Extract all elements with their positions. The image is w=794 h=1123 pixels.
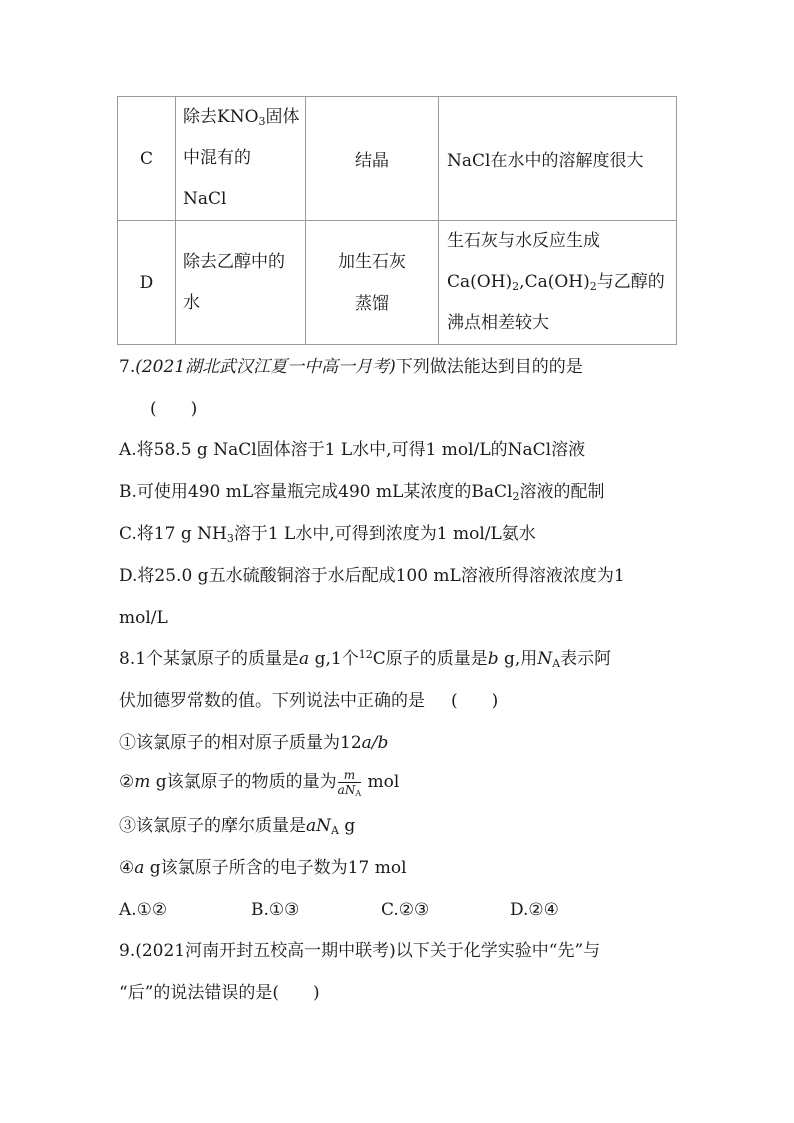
q7-answer-paren: ( ) — [150, 399, 198, 419]
q7-option-d-line1: D.将25.0 g五水硫酸铜溶于水后配成100 mL溶液所得溶液浓度为1 — [119, 566, 625, 586]
q8-statement-1: ①该氯原子的相对原子质量为12a/b — [119, 733, 389, 753]
q8-stem-line1: 8.1个某氯原子的质量是a g,1个$^{12}$C原子的质量是b g,用$N_A$表示阿 — [119, 648, 612, 670]
q9-stem-line2: “后”的说法错误的是( ) — [119, 983, 320, 1003]
option-label: D — [139, 272, 154, 293]
row-d-purpose — [176, 221, 306, 345]
q7-option-a: A.将58.5 g NaCl固体溶于1 L水中,可得1 mol/L的NaCl溶液 — [119, 440, 586, 460]
table-row-c — [118, 97, 677, 221]
q8-statement-4: ④a g该氯原子所含的电子数为17 mol — [119, 858, 407, 878]
reason-text: NaCl在水中的溶解度很大 — [447, 151, 644, 171]
q8-choice-b: B.①③ — [251, 900, 300, 920]
q7-option-b: B.可使用490 mL容量瓶完成490 mL某浓度的BaCl$_2$溶液的配制 — [119, 482, 605, 503]
q7-option-d-line2: mol/L — [119, 608, 168, 628]
q8-choice-c: C.②③ — [381, 900, 430, 920]
reason-line: $Ca(OH)_2,Ca(OH)_2$与乙醇的 — [447, 272, 665, 293]
row-c-method — [306, 97, 439, 221]
method-text: 结晶 — [355, 151, 389, 171]
q8-choice-d: D.②④ — [510, 900, 559, 920]
q8-statement-3: ③该氯原子的摩尔质量是$aN_A$ g — [119, 816, 356, 837]
q7-source: (2021湖北武汉江夏一中高一月考) — [135, 357, 396, 377]
row-c-purpose — [176, 97, 306, 221]
q8-statement-2: ②m g该氯原子的物质的量为 $\frac{m}{aN_A}$ mol — [119, 768, 400, 798]
q8-choices — [119, 898, 559, 922]
q9-stem-line1: 9.(2021河南开封五校高一期中联考)以下关于化学实验中“先”与 — [119, 941, 601, 961]
fraction: $\frac{m}{aN_A}$ — [337, 768, 362, 798]
purpose-line: 中混有的 — [183, 148, 251, 168]
reason-line: 沸点相差较大 — [447, 313, 549, 333]
reason-line: 生石灰与水反应生成 — [447, 231, 600, 251]
purpose-line: 水 — [183, 292, 200, 313]
row-d-method — [306, 221, 439, 345]
method-line: 蒸馏 — [355, 293, 389, 314]
purpose-line: 除去乙醇中的 — [183, 251, 285, 272]
row-c-reason — [439, 97, 677, 221]
separation-methods-table — [117, 96, 677, 345]
method-line: 加生石灰 — [338, 251, 406, 272]
q8-stem-line2: 伏加德罗常数的值。下列说法中正确的是 ( ) — [119, 691, 499, 711]
q8-choice-a: A.①② — [119, 900, 168, 920]
q7-option-c: C.将17 g $NH_3$溶于1 L水中,可得到浓度为1 mol/L氨水 — [119, 524, 536, 545]
q8-answer-paren: ( ) — [451, 691, 499, 711]
q7-stem: 7.(2021湖北武汉江夏一中高一月考)下列做法能达到目的的是 — [119, 357, 583, 377]
purpose-line: 除去$KNO_3$固体 — [183, 107, 300, 128]
option-label: C — [139, 148, 153, 169]
purpose-line: NaCl — [183, 189, 227, 209]
row-d-reason — [439, 221, 677, 345]
row-d-option — [118, 221, 176, 345]
table-row-d — [118, 221, 677, 345]
row-c-option — [118, 97, 176, 221]
